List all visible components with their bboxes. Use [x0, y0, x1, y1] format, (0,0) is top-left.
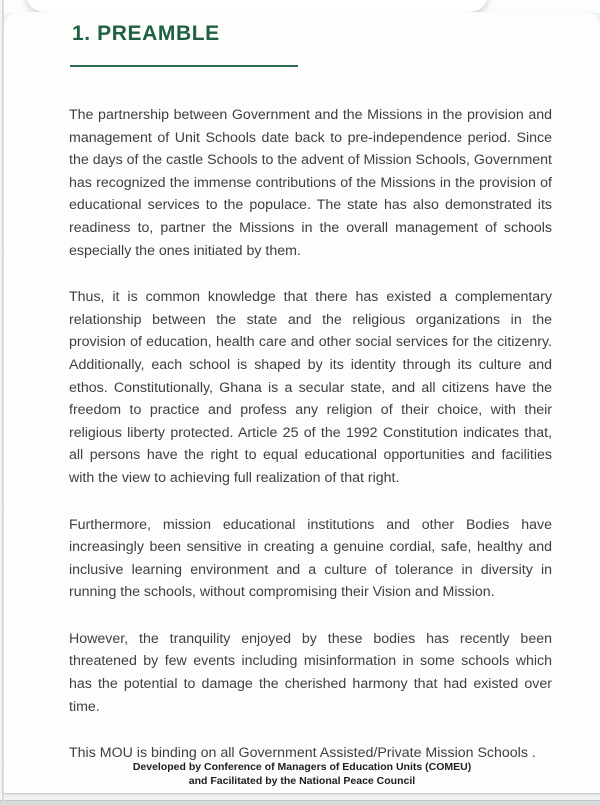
- paragraph-3: Furthermore, mission educational institutions and other Bodies have increasingly been sensitive in creating a genuine cordial, safe, healthy and inclusive learning environment and a culture of tolerance in diversity in running the schools, without compromising their Vision and Mission.: [69, 516, 552, 601]
- document-page: [4, 12, 600, 794]
- section-heading: 1. PREAMBLE: [72, 22, 220, 45]
- document-footer: [4, 760, 600, 788]
- paragraph-4: However, the tranquility enjoyed by these bodies has recently been threatened by few events including misinformation in some schools which has the potential to damage the cherished harmony that had existed over time.: [69, 630, 552, 715]
- scan-page-left-edge: [2, 0, 4, 805]
- document-body: [69, 104, 552, 789]
- paragraph-1: The partnership between Government and the Missions in the provision and management of Unit Schools date back to pre-independence period. Since the days of the castle Schools to the advent of Mission Schools, Government has recognized the immense contributions of the Missions in the provision of educational services to the populace. The state has also demonstrated its readiness to, partner the Missions in the overall management of schools especially the ones initiated by them.: [69, 107, 552, 259]
- footer-credit-line-2: and Facilitated by the National Peace Council: [188, 775, 416, 787]
- paragraph-2: Thus, it is common knowledge that there has existed a complementary relationship between the state and the religious organizations in the provision of education, health care and other social services for the citizenry. Additionally, each school is shaped by its identity through its culture and ethos. Constitutionally, Ghana is a secular state, and all citizens have the freedom to practice and profess any religion of their choice, with their religious liberty protected. Article 25 of the 1992 Constitution indicates that, all persons have the right to equal educational opportunities and facilities with the view to achieving full realization of that right.: [69, 289, 552, 486]
- paragraph-5: This MOU is binding on all Government Assisted/Private Mission Schools .: [69, 745, 536, 762]
- heading-underline-rule: [70, 65, 298, 67]
- previous-page-card-bottom: [26, 0, 488, 12]
- footer-credit-line-1: Developed by Conference of Managers of Education Units (COMEU): [132, 761, 472, 773]
- next-page-card-top: [0, 800, 600, 805]
